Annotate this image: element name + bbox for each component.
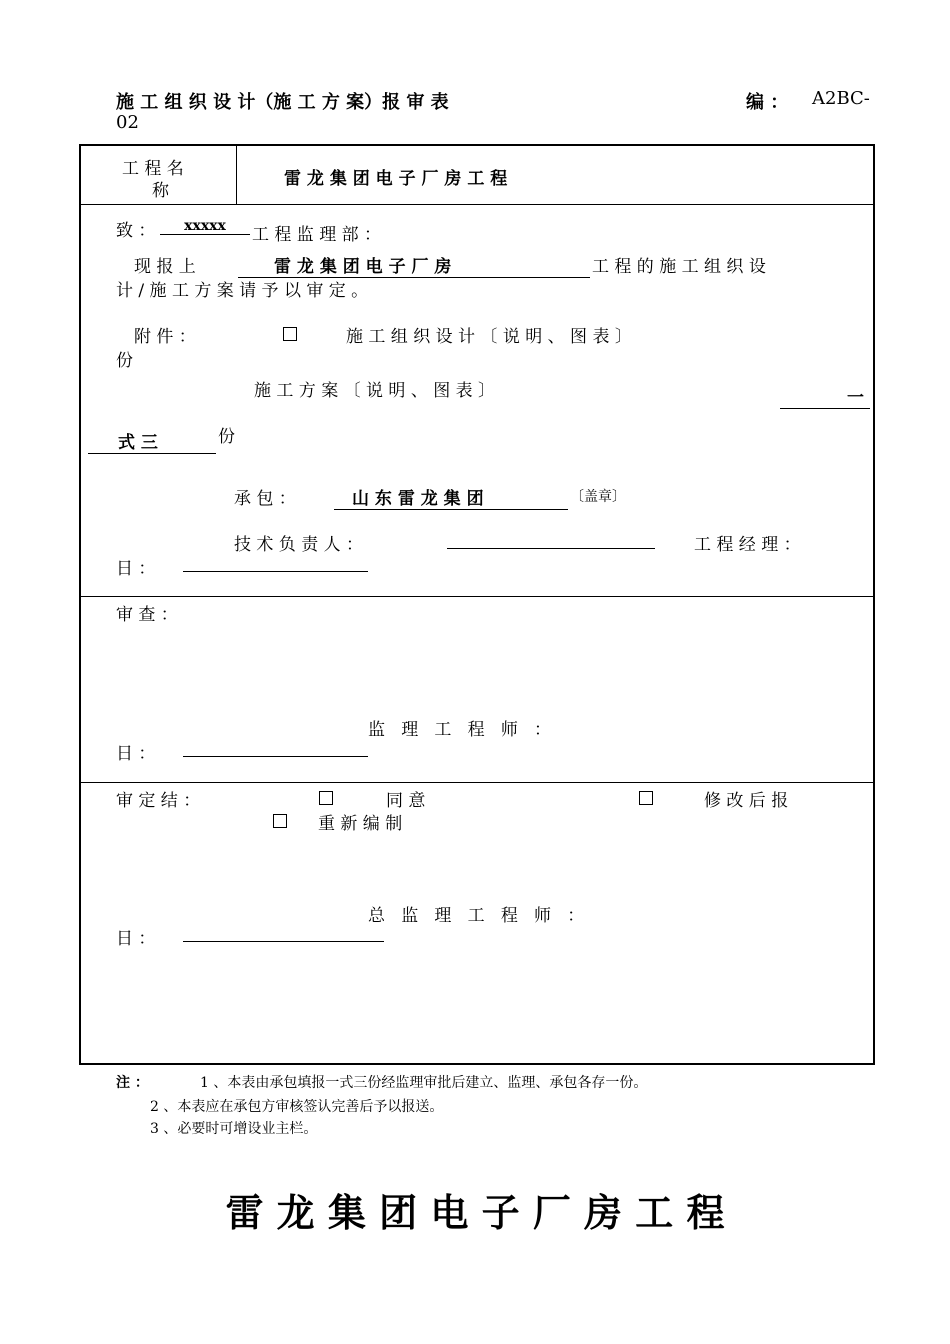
to-recipient-field[interactable] [160,218,250,235]
attachment-unit-2: 份 [218,427,235,447]
contractor-field[interactable] [334,484,568,510]
contractor-value: 山 东 雷 龙 集 团 [334,484,568,510]
to-recipient-value: xxxxx [160,218,250,235]
option-revise: 修 改 后 报 [704,791,789,811]
conclusion-date-line[interactable] [183,941,384,942]
form-code-label: 编 ： [746,92,789,113]
review-date-line[interactable] [183,756,368,757]
checkbox-agree[interactable] [319,787,333,806]
form-code-value: A2BC- [812,88,870,109]
conclusion-date-label: 日 ： [116,929,156,949]
attachment-option-design: 施 工 组 织 设 计 〔 说 明 、 图 表 〕 [346,327,632,347]
project-name-label: 工 程 名 [122,159,184,179]
to-label: 致 ： [116,221,156,241]
name-cell-divider [236,146,237,204]
submit-line2: 计 / 施 工 方 案 请 予 以 审 定 。 [116,281,369,301]
project-name-label-cont: 称 [152,181,169,201]
notes-label: 注 ： [116,1075,149,1091]
note-item-3: 3 、必要时可增设业主栏。 [150,1121,318,1137]
row-divider-1 [81,204,873,205]
note-item-1: 1 、本表由承包填报一式三份经监理审批后建立、监理、承包各存一份。 [200,1075,648,1091]
attachment-label: 附 件 ： [134,327,196,347]
attachment-option-plan: 施 工 方 案 〔 说 明 、 图 表 〕 [254,381,496,401]
attachment-qty-part1: 一 [780,383,870,409]
review-date-label: 日 ： [116,744,156,764]
option-recompile: 重 新 编 制 [318,814,403,834]
option-agree: 同 意 [386,791,426,811]
attachment-checkbox-design[interactable] [283,323,297,342]
submit-line1-suffix: 工 程 的 施 工 组 织 设 [592,257,766,277]
row-divider-2 [81,596,873,597]
submit-project-field[interactable] [238,252,590,278]
submission-date-line[interactable] [183,571,368,572]
project-manager-label: 工 程 经 理 ： [694,535,801,555]
chief-engineer-label: 总 监 理 工 程 师 ： [368,906,585,926]
submission-date-label: 日 ： [116,559,156,579]
form-code-value-cont: 02 [116,112,139,133]
footer-title: 雷 龙 集 团 电 子 厂 房 工 程 [225,1191,725,1235]
form-title: 施 工 组 织 设 计（施 工 方 案）报 审 表 [116,92,449,113]
checkbox-revise[interactable] [639,787,653,806]
attachment-qty-field-1[interactable] [780,383,870,409]
submit-project-value: 雷 龙 集 团 电 子 厂 房 [238,252,590,278]
note-item-2: 2 、本表应在承包方审核签认完善后予以报送。 [150,1099,444,1115]
submit-line1-prefix: 现 报 上 [134,257,196,277]
project-name-value: 雷 龙 集 团 电 子 厂 房 工 程 [284,169,508,189]
review-label: 审 查 ： [116,605,178,625]
attachment-qty-field-2[interactable] [88,428,216,454]
contractor-seal-note: 〔盖章〕 [570,489,626,505]
to-suffix: 工 程 监 理 部 ： [252,225,382,245]
review-engineer-label: 监 理 工 程 师 ： [368,720,552,740]
contractor-label: 承 包 ： [234,489,296,509]
tech-lead-label: 技 术 负 责 人 ： [234,535,364,555]
conclusion-label: 审 定 结 ： [116,791,201,811]
tech-lead-signature-line[interactable] [447,548,655,549]
checkbox-recompile[interactable] [273,810,287,829]
attachment-unit-1: 份 [116,351,133,371]
row-divider-3 [81,782,873,783]
attachment-qty-part2: 式 三 [88,428,216,454]
